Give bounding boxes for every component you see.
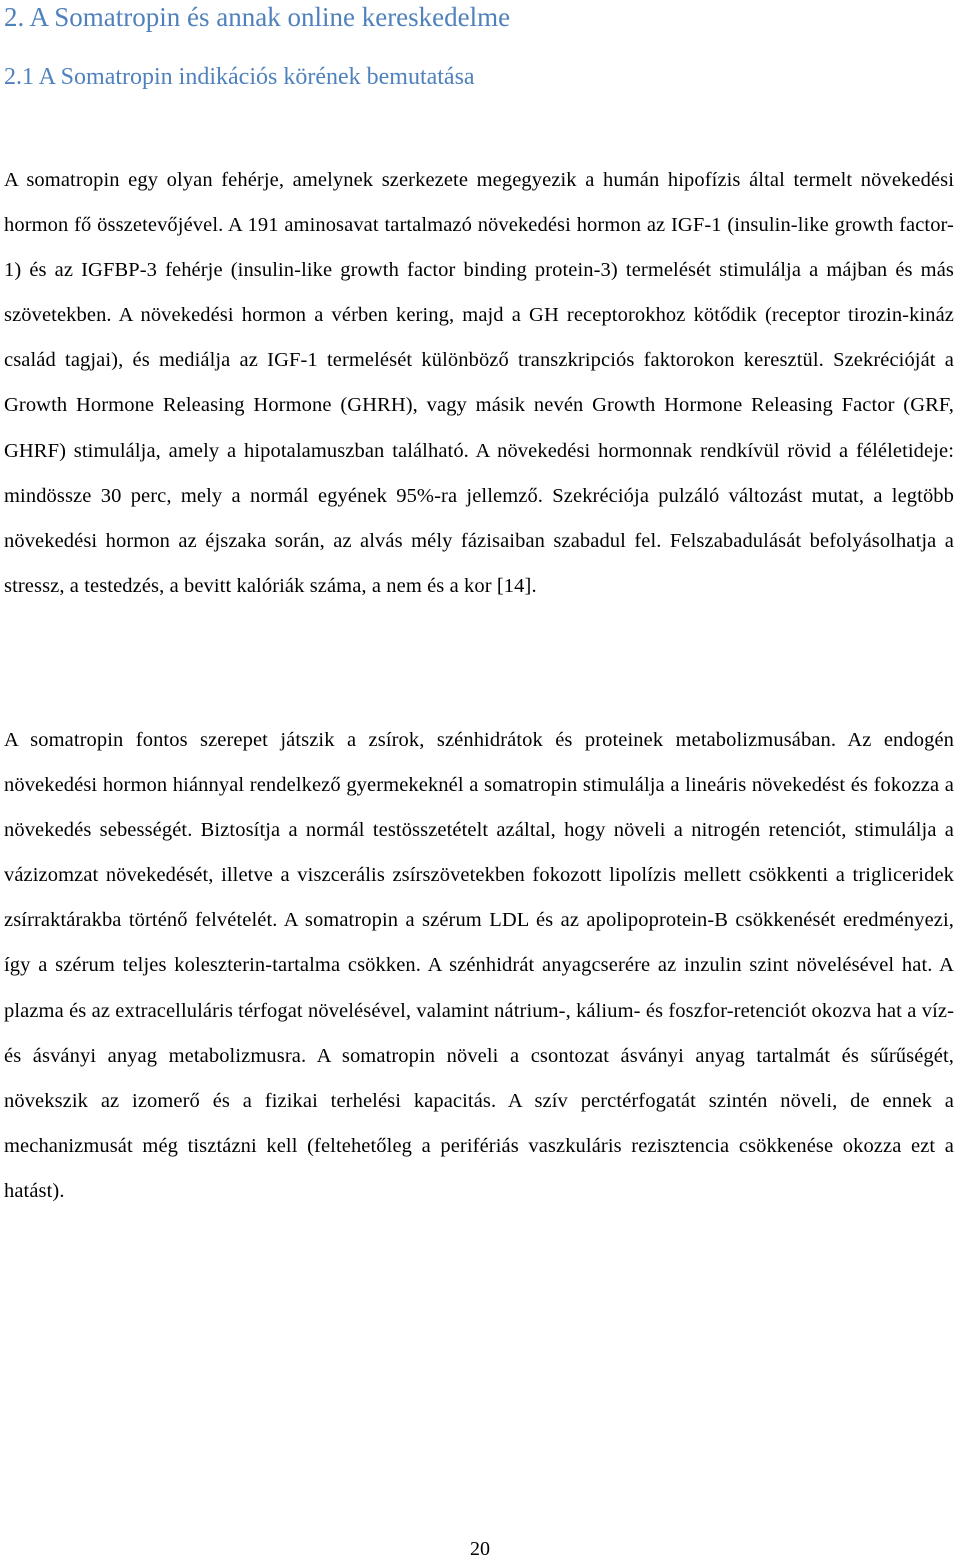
chapter-heading: 2. A Somatropin és annak online kereskedelme [4,2,511,32]
body-paragraph-2: A somatropin fontos szerepet játszik a zsírok, szénhidrátok és proteinek metabolizmusában. Az endogén növekedési hormon hiánnyal rendelkező gyermekeknél a somatropin stimulálja a lineáris növekedést és fokozza a növekedés sebességét. Biztosítja a normál testösszetételt azáltal, hogy növeli a nitrogén retenciót, stimulálja a vázizomzat növekedését, illetve a viszcerális zsírszövetekben fokozott lipolízis mellett csökkenti a trigliceridek zsírraktárakba történő felvételét. A somatropin a szérum LDL és az apolipoprotein-B csökkenését eredményezi, így a szérum teljes koleszterin-tartalma csökken. A szénhidrát anyagcserére az inzulin szint növelésével hat. A plazma és az extracelluláris térfogat növelésével, valamint nátrium-, kálium- és foszfor-retenciót okozva hat a víz- és ásványi anyag metabolizmusra. A somatropin növeli a csontozat ásványi anyag tartalmát és sűrűségét, növekszik az izomerő és a fizikai terhelési kapacitás. A szív perctérfogatát szintén növeli, de ennek a mechanizmusát még tisztázni kell (feltehetőleg a perifériás vaszkuláris rezisztencia csökkenése okozza ezt a hatást). [4,729,954,1202]
body-paragraph-1: A somatropin egy olyan fehérje, amelynek szerkezete megegyezik a humán hipofízis által termelt növekedési hormon fő összetevőjével. A 191 aminosavat tartalmazó növekedési hormon az IGF-1 (insulin-like growth factor-1) és az IGFBP-3 fehérje (insulin-like growth factor binding protein-3) termelését stimulálja a májban és más szövetekben. A növekedési hormon a vérben kering, majd a GH receptorokhoz kötődik (receptor tirozin-kináz család tagjai), és mediálja az IGF-1 termelését különböző transzkripciós faktorokon keresztül. Szekrécióját a Growth Hormone Releasing Hormone (GHRH), vagy másik nevén Growth Hormone Releasing Factor (GRF, GHRF) stimulálja, amely a hipotalamuszban található. A növekedési hormonnak rendkívül rövid a féléletideje: mindössze 30 perc, mely a normál egyének 95%-ra jellemző. Szekréciója pulzáló változást mutat, a legtöbb növekedési hormon az éjszaka során, az alvás mély fázisaiban szabadul fel. Felszabadulását befolyásolhatja a stressz, a testedzés, a bevitt kalóriák száma, a nem és a kor [14]. [4,169,954,597]
section-heading: 2.1 A Somatropin indikációs körének bemutatása [4,64,475,90]
page-number: 20 [470,1538,490,1560]
